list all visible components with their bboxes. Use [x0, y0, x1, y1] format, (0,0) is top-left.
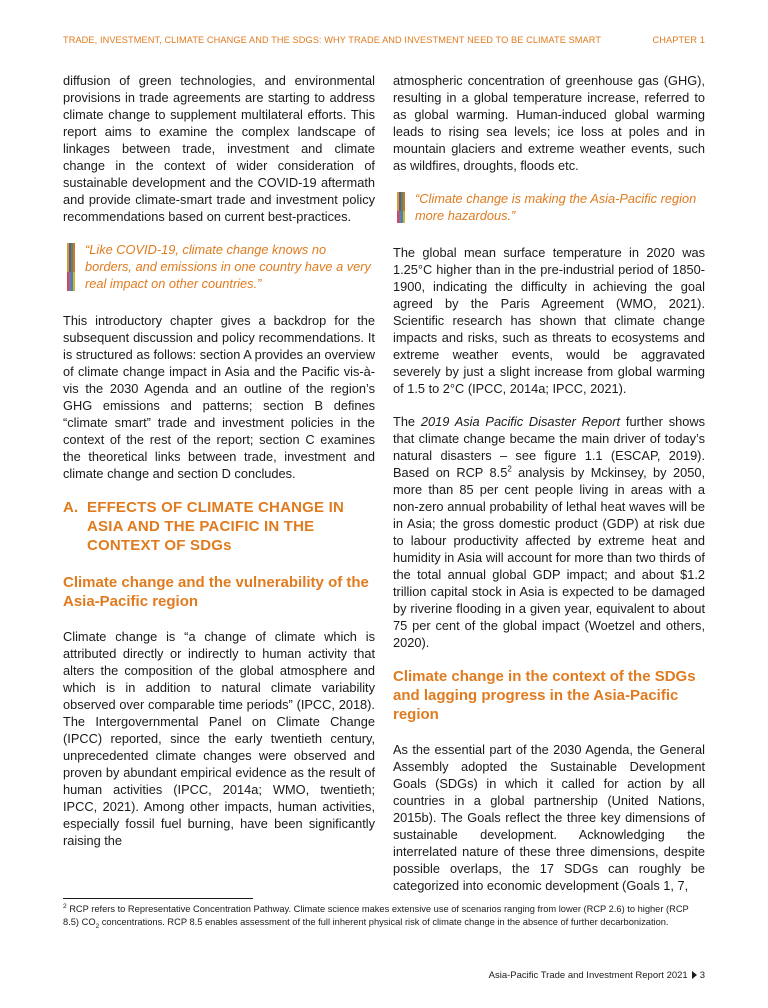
- text-run: The: [393, 414, 421, 429]
- paragraph: diffusion of green technologies, and environmental provisions in trade agreements are starting to address climate change to supplement multilateral efforts. This report aims to examine the complex landscape of linkages between trade, investment and climate change in the context of wider consideration of sustainable development and the COVID-19 aftermath and provide climate-smart trade and investment policy recommendations based on current best-practices.: [63, 73, 375, 224]
- subheading: Climate change and the vulnerability of the Asia-Pacific region: [63, 574, 369, 610]
- paragraph: [393, 413, 705, 651]
- footnote-text: concentrations. RCP 8.5 enables assessment of the full inherent physical risk of climate change in the absence of further decarbonization.: [99, 916, 669, 927]
- paragraph: This introductory chapter gives a backdrop for the subsequent discussion and policy recommendations. It is structured as follows: section A provides an overview of climate change impact in Asia and the Pacific vis-à-vis the 2030 Agenda and an outline of the region’s GHG emissions and patterns; section B defines “climate smart” trade and investment policies in the context of the rest of the report; section C examines the theoretical links between trade, investment and climate change and section D concludes.: [63, 313, 375, 481]
- footnote-text: RCP refers to Representative Concentration Pathway. Climate science makes extensive use of scenarios ranging from lower (RCP 2.6) to higher (RCP 8.5) CO: [63, 904, 689, 927]
- quote-bar-icon: [67, 243, 75, 291]
- chapter-label: CHAPTER 1: [652, 35, 705, 45]
- paragraph: Climate change is “a change of climate which is attributed directly or indirectly to human activity that alters the composition of the global atmosphere and which is in addition to natural climate variability observed over comparable time periods” (IPCC, 2018). The Intergovernmental Panel on Climate Change (IPCC) reported, since the early twentieth century, unprecedented climate changes were observed and proven by abundant empirical evidence as the result of human activities (IPCC, 2014a; WMO, twentieth; IPCC, 2021). Among other impacts, human activities, especially fossil fuel burning, have been significantly raising the: [63, 629, 375, 848]
- subheading: Climate change in the context of the SDGs and lagging progress in the Asia-Pacific region: [393, 668, 696, 723]
- paragraph: The global mean surface temperature in 2020 was 1.25°C higher than in the pre-industrial period of 1850-1900, indicating the difficulty in achieving the goal agreed by the Paris Agreement (WMO, 2021). Scientific research has shown that climate change impacts and risks, such as threats to ecosystems and extreme weather events, would be aggravated severely by just a slight increase from global warming of 1.5 to 2°C (IPCC, 2014a; IPCC, 2021).: [393, 245, 705, 396]
- subscript: 2: [95, 922, 100, 930]
- footnote-number: 2: [63, 902, 67, 910]
- section-title: EFFECTS OF CLIMATE CHANGE IN ASIA AND THE PACIFIC IN THE CONTEXT OF SDGs: [87, 499, 344, 554]
- page-footer: [489, 970, 705, 981]
- pull-quote-text: “Like COVID-19, climate change knows no borders, and emissions in one country have a very real impact on other countries.”: [85, 242, 371, 291]
- right-column: [393, 72, 705, 910]
- pull-quote: [63, 241, 375, 292]
- footnote-divider: [63, 898, 253, 899]
- report-name: Asia-Pacific Trade and Investment Report 2021: [488, 970, 688, 981]
- section-heading: [63, 498, 375, 555]
- pull-quote: [393, 190, 705, 224]
- text-run: analysis by Mckinsey, by 2050, more than 85 per cent people living in areas with a non-zero annual probability of lethal heat waves will be in Asia; the gross domestic product (GDP) at risk due to labour productivity affected by extreme heat and humidity in Asia will account for more than two thirds of the total annual global GDP impact; and about $1.2 trillion capital stock in Asia is expected to be damaged by riverine flooding in a given year, equivalent to about 75 per cent of the global impact (Woetzel and others, 2020).: [393, 465, 706, 650]
- running-head-title: TRADE, INVESTMENT, CLIMATE CHANGE AND THE SDGS: WHY TRADE AND INVESTMENT NEED TO BE CLIMATE SMART: [63, 35, 602, 45]
- left-column: [63, 72, 375, 865]
- footnote-ref: 2: [507, 464, 512, 474]
- paragraph: atmospheric concentration of greenhouse gas (GHG), resulting in a global temperature increase, referred to as global warming. Human-induced global warming leads to rising sea levels; ice loss at poles and in mountain glaciers and extreme weather events, such as wildfires, droughts, floods etc.: [393, 73, 705, 173]
- report-title: 2019 Asia Pacific Disaster Report: [420, 414, 621, 429]
- footnote: [63, 903, 705, 928]
- section-letter: A.: [63, 499, 79, 516]
- pull-quote-text: “Climate change is making the Asia-Pacific region more hazardous.”: [415, 191, 697, 223]
- text-run: further shows that climate change became the main driver of today’s natural disasters – see figure 1.1 (ESCAP, 2019). Based on RCP 8.5: [393, 414, 705, 480]
- page-number: 3: [699, 970, 705, 981]
- paragraph: As the essential part of the 2030 Agenda, the General Assembly adopted the Sustainable Development Goals (SDGs) in which it called for action by all countries in a global partnership (United Nations, 2015b). The Goals reflect the three key dimensions of sustainable development. Acknowledging the interrelated nature of these three dimensions, despite possible overlaps, the 17 SDGs can roughly be categorized into economic development (Goals 1, 7,: [393, 742, 705, 893]
- quote-bar-icon: [397, 192, 405, 223]
- triangle-icon: [692, 971, 697, 979]
